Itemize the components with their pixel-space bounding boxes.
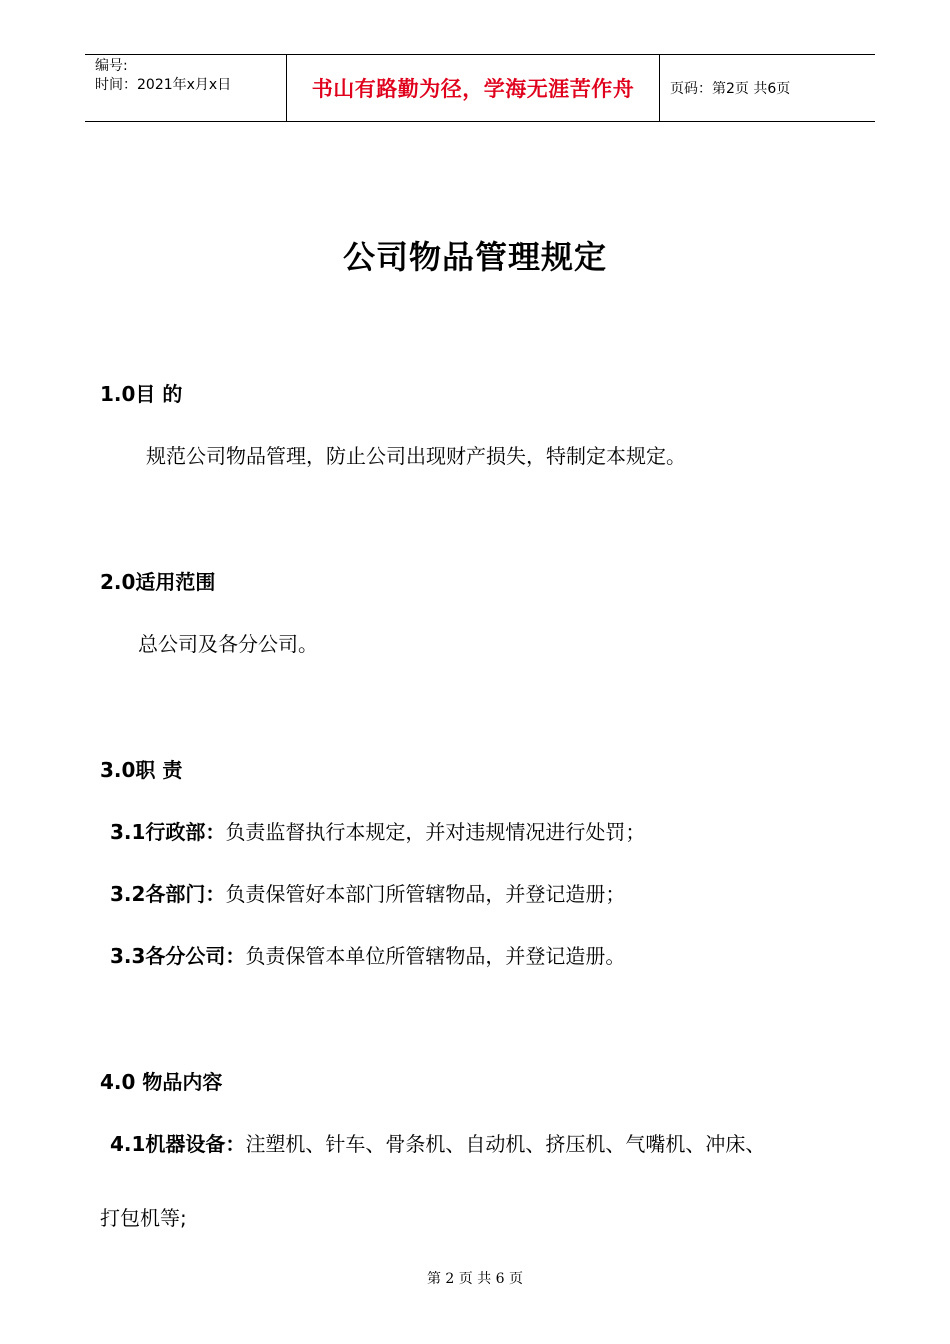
responsibility-label: 3.3各分公司： xyxy=(110,944,246,968)
items-entry-text: 注塑机、针车、骨条机、自动机、挤压机、气嘴机、冲床、 xyxy=(245,1132,766,1156)
header-meta xyxy=(85,55,287,121)
header-page-info: 页码：第2页 共6页 xyxy=(670,81,791,97)
responsibility-item xyxy=(110,940,625,969)
responsibility-text: 负责保管好本部门所管辖物品，并登记造册； xyxy=(225,882,626,906)
document-title: 公司物品管理规定 xyxy=(342,238,607,276)
header-motto: 书山有路勤为径，学海无涯苦作舟 xyxy=(287,55,660,121)
document-time: 时间：2021年x月x日 xyxy=(95,77,232,93)
document-number-label: 编号: xyxy=(95,58,128,74)
section-text-scope: 总公司及各分公司。 xyxy=(138,632,318,656)
responsibility-text: 负责监督执行本规定，并对违规情况进行处罚； xyxy=(225,820,646,844)
section-text-purpose: 规范公司物品管理，防止公司出现财产损失，特制定本规定。 xyxy=(146,444,686,468)
items-entry-continuation: 打包机等; xyxy=(100,1206,187,1230)
responsibility-text: 负责保管本单位所管辖物品，并登记造册。 xyxy=(245,944,626,968)
section-heading-purpose: 1.0目 的 xyxy=(100,382,183,406)
page-footer: 第 2 页 共 6 页 xyxy=(426,1271,524,1287)
responsibility-label: 3.1行政部： xyxy=(110,820,226,844)
items-entry-label: 4.1机器设备： xyxy=(110,1132,246,1156)
responsibility-item xyxy=(110,878,625,907)
responsibility-item xyxy=(110,816,645,845)
page-header xyxy=(85,54,875,122)
responsibility-label: 3.2各部门： xyxy=(110,882,226,906)
section-heading-responsibilities: 3.0职 责 xyxy=(100,758,183,782)
items-entry xyxy=(110,1128,765,1157)
section-heading-items: 4.0 物品内容 xyxy=(100,1070,223,1094)
section-heading-scope: 2.0适用范围 xyxy=(100,570,216,594)
